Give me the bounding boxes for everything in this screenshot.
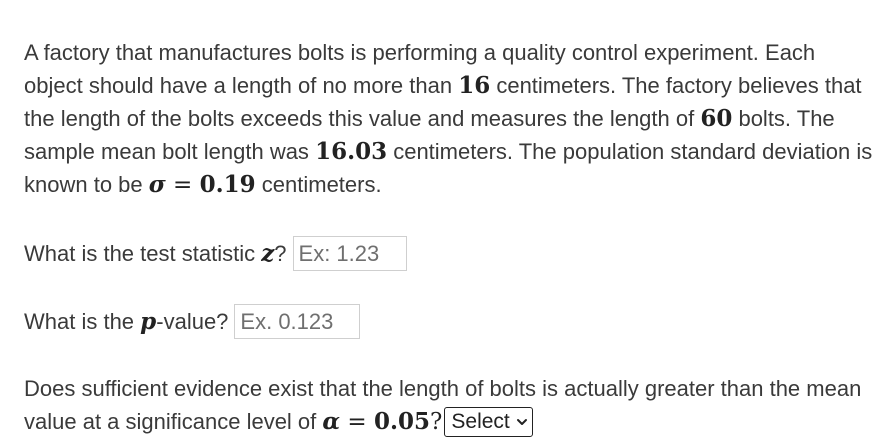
problem-text-4: centimeters. The population standard deviation is known to be bbox=[24, 139, 873, 197]
p-value-input[interactable] bbox=[234, 304, 360, 339]
p-value-suffix: -value? bbox=[156, 309, 229, 334]
problem-text-2: centimeters. The factory believes that the length of the bolts exceeds this value and measures the length of bbox=[24, 73, 862, 131]
sigma-value: 0.19 bbox=[199, 171, 256, 198]
p-value-label: What is the bbox=[24, 309, 135, 334]
sample-mean: 16.03 bbox=[315, 138, 388, 165]
limit-value: 16 bbox=[458, 72, 491, 99]
sigma-equals: = bbox=[165, 172, 200, 198]
select-label: Select bbox=[451, 410, 510, 433]
test-statistic-input[interactable] bbox=[293, 236, 407, 271]
chevron-down-icon bbox=[516, 416, 528, 428]
alpha-value: 0.05 bbox=[374, 408, 431, 435]
sigma-symbol: σ bbox=[148, 171, 166, 198]
sample-size: 60 bbox=[700, 105, 733, 132]
test-statistic-label: What is the test statistic bbox=[24, 241, 256, 266]
conclusion-text: Does sufficient evidence exist that the length of bolts is actually greater than the mean value at a significance level of bbox=[24, 376, 862, 434]
alpha-symbol: α bbox=[322, 408, 341, 435]
p-value-question bbox=[24, 304, 874, 339]
conclusion-select[interactable] bbox=[444, 407, 532, 437]
problem-text-5: centimeters. bbox=[255, 172, 382, 197]
problem-statement bbox=[24, 36, 874, 202]
problem-text-1: A factory that manufactures bolts is performing a quality control experiment. Each object should have a length of no more than bbox=[24, 40, 816, 98]
z-symbol: z bbox=[261, 240, 275, 267]
p-symbol: p bbox=[140, 308, 157, 335]
problem-text-3: bolts. The sample mean bolt length was bbox=[24, 106, 835, 164]
alpha-equals: = bbox=[340, 409, 375, 435]
test-statistic-suffix: ? bbox=[274, 241, 287, 266]
conclusion-suffix: ? bbox=[430, 409, 443, 435]
question-content bbox=[24, 36, 874, 439]
conclusion-question bbox=[24, 372, 874, 439]
test-statistic-question bbox=[24, 236, 874, 271]
